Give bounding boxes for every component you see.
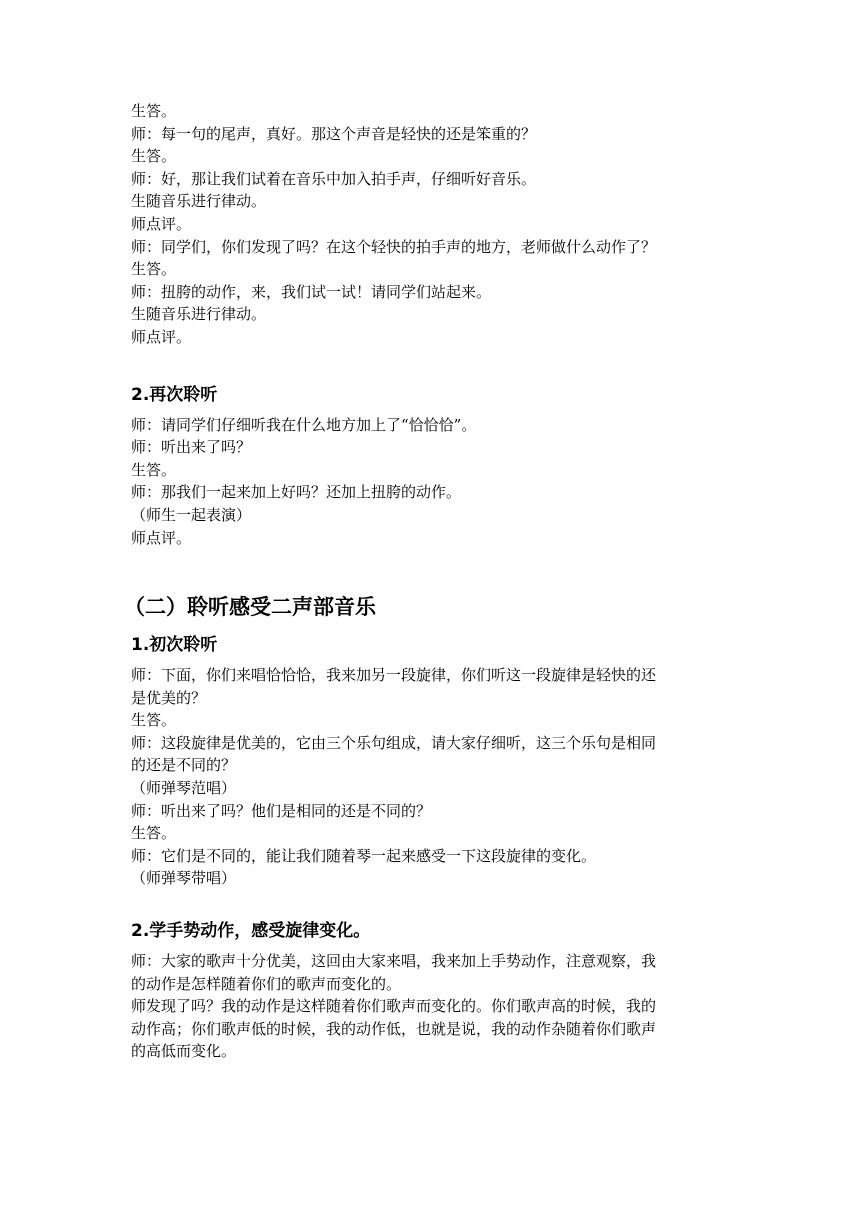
- text-line: 师点评。: [131, 528, 192, 547]
- part-heading-two-voice-music: （二）聆听感受二声部音乐: [124, 595, 376, 620]
- text-line: 师：那我们一起来加上好吗？还加上扭胯的动作。: [131, 483, 462, 502]
- text-line: （师弹琴范唱）: [131, 779, 237, 798]
- text-line: 师：每一句的尾声，真好。那这个声音是轻快的还是笨重的？: [131, 124, 537, 143]
- text-line: 生答。: [131, 147, 177, 166]
- text-line: 师：请同学们仔细听我在什么地方加上了“恰恰恰”。: [131, 415, 477, 434]
- text-line: 生答。: [131, 260, 177, 279]
- text-line: （师弹琴带唱）: [131, 869, 237, 888]
- section-c: [131, 664, 731, 890]
- text-line: 师：大家的歌声十分优美，这回由大家来唱，我来加上手势动作，注意观察，我: [131, 952, 657, 971]
- section-b: [131, 414, 731, 550]
- text-line: 的动作是怎样随着你们的歌声而变化的。: [131, 974, 402, 993]
- text-line: 师：扭胯的动作，来，我们试一试！请同学们站起来。: [131, 282, 492, 301]
- text-line: 师：这段旋律是优美的，它由三个乐句组成，请大家仔细听，这三个乐句是相同: [131, 733, 657, 752]
- section-d: [131, 950, 731, 1063]
- text-line: 的高低而变化。: [131, 1042, 237, 1061]
- text-line: 动作高；你们歌声低的时候，我的动作低，也就是说，我的动作杂随着你们歌声: [131, 1019, 657, 1038]
- text-line: 师点评。: [131, 327, 192, 346]
- text-line: 师：它们是不同的，能让我们随着琴一起来感受一下这段旋律的变化。: [131, 846, 597, 865]
- section-heading-listen-again: 2.再次聆听: [131, 384, 218, 405]
- text-line: （师生一起表演）: [131, 505, 252, 524]
- text-line: 生随音乐进行律动。: [131, 305, 267, 324]
- text-line: 生答。: [131, 711, 177, 730]
- text-line: 师：好，那让我们试着在音乐中加入拍手声，仔细听好音乐。: [131, 169, 537, 188]
- text-line: 的还是不同的？: [131, 756, 237, 775]
- text-line: 师：听出来了吗？他们是相同的还是不同的？: [131, 801, 432, 820]
- text-line: 生随音乐进行律动。: [131, 192, 267, 211]
- text-line: 生答。: [131, 460, 177, 479]
- text-line: 是优美的？: [131, 688, 207, 707]
- text-line: 师点评。: [131, 214, 192, 233]
- section-heading-hand-gestures: 2.学手势动作，感受旋律变化。: [131, 921, 371, 942]
- section-heading-first-listen: 1.初次聆听: [131, 635, 218, 656]
- text-line: 师：同学们，你们发现了吗？在这个轻快的拍手声的地方，老师做什么动作了？: [131, 237, 657, 256]
- text-line: 师：下面，你们来唱恰恰恰，我来加另一段旋律，你们听这一段旋律是轻快的还: [131, 666, 657, 685]
- text-line: 生答。: [131, 102, 177, 120]
- text-line: 师发现了吗？我的动作是这样随着你们歌声而变化的。你们歌声高的时候，我的: [131, 997, 657, 1016]
- section-a: [131, 100, 731, 349]
- text-line: 师：听出来了吗？: [131, 438, 252, 457]
- document-page: [124, 100, 731, 1063]
- text-line: 生答。: [131, 824, 177, 843]
